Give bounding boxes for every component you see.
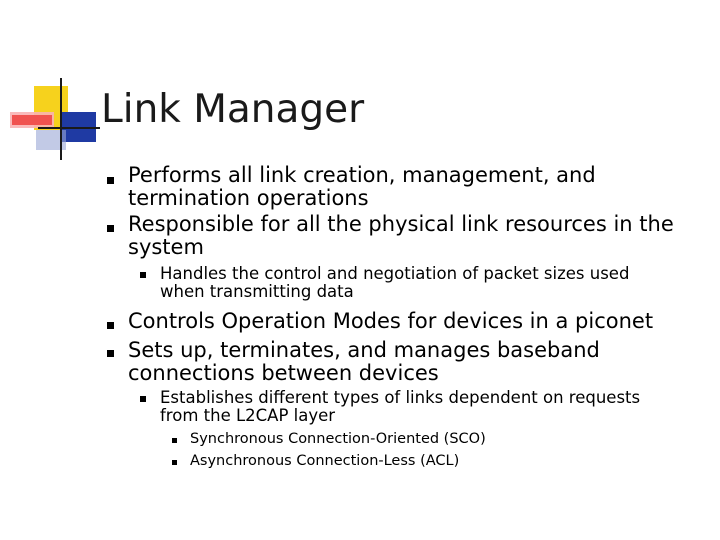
- slide-title: Link Manager: [101, 87, 365, 132]
- bullet-text-line: termination operations: [128, 186, 369, 210]
- bullet-text-line: when transmitting data: [160, 282, 354, 301]
- bullet-text-line: system: [128, 235, 204, 259]
- bullet-text-line: from the L2CAP layer: [160, 406, 336, 425]
- bullet-marker: [107, 350, 114, 357]
- bullet-marker: [172, 460, 177, 465]
- bullet-text-line: Sets up, terminates, and manages baseband: [128, 338, 600, 362]
- bullet-text-line: Controls Operation Modes for devices in a piconet: [128, 309, 654, 333]
- bullet-text-line: Synchronous Connection-Oriented (SCO): [190, 431, 486, 447]
- bullet-text-line: Asynchronous Connection-Less (ACL): [190, 453, 460, 469]
- bullet-text-line: Responsible for all the physical link resources in the: [128, 212, 674, 236]
- bullet-text-line: Handles the control and negotiation of packet sizes used: [160, 264, 630, 283]
- bullet-marker: [107, 322, 114, 329]
- bullet-marker: [107, 225, 114, 232]
- bullet-text-line: Establishes different types of links dependent on requests: [160, 388, 641, 407]
- bullet-marker: [140, 396, 146, 402]
- bullet-text-line: Performs all link creation, management, and: [128, 163, 596, 187]
- bullet-marker: [140, 272, 146, 278]
- bullet-marker: [107, 177, 114, 184]
- bullet-text-line: connections between devices: [128, 361, 439, 385]
- bullet-marker: [172, 438, 177, 443]
